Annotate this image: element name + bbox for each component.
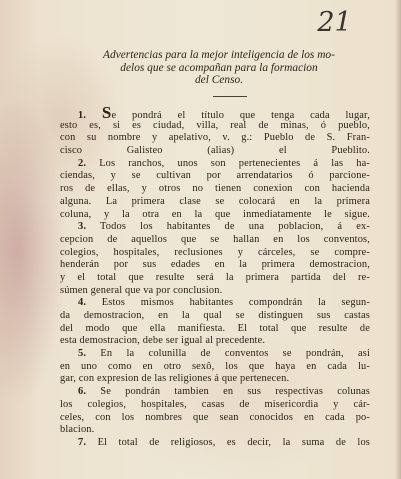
page-edge-shadow [395, 0, 401, 479]
paragraph [60, 437, 370, 450]
paragraph [60, 158, 370, 221]
paragraph-line: en uno como en otro sexô, los que haya en cada lu- [60, 360, 370, 372]
paragraph-line: con su nombre y apelativo, v. g.: Pueblo de S. Fran- [60, 132, 370, 144]
initial-capital: S [101, 103, 112, 122]
paragraph-line: esta demostracion, debe ser igual al precedente. [60, 335, 266, 347]
paragraph-text: Los ranchos, unos son pertenecientes á las ha- [99, 157, 370, 169]
title-line: Advertencias para la mejor inteligencia de los mo- [103, 49, 335, 61]
paragraph-text: En la colunilla de conventos se pondrán, asi [100, 348, 371, 360]
folio-number: 21 [317, 7, 352, 38]
paragraph [60, 297, 370, 348]
paragraph-line: gar, con expresion de las religiones á que pertenecen. [60, 373, 290, 385]
paragraph-line: ciendas, y se cultivan por arrendatarios ó parcione- [60, 170, 370, 182]
paragraph [60, 386, 370, 437]
paragraph [60, 348, 370, 386]
paragraph-line: esto es, si es ciudad, villa, real de minas, ó pueblo, [60, 119, 370, 131]
paragraph-line [60, 158, 370, 171]
paragraph-line [60, 103, 370, 122]
paragraph-text: Todos los habitantes de una poblacion, á ex- [100, 221, 371, 233]
paragraph-line: los colegios, hospitales, casas de misericordia y cár- [60, 398, 370, 410]
paragraph-line: cepcion de aquellos que se hallan en los conventos, [60, 233, 370, 245]
paragraph-line: y el total que resulte será la primera partida del re- [60, 271, 370, 283]
paragraph-line: blacion. [60, 424, 95, 436]
document-title [60, 48, 378, 86]
paragraph-number: 6. [78, 386, 87, 398]
paragraph-line: del modo que ella manifiesta. El total que resulte de [60, 322, 370, 334]
paragraph-line: coluna, y la otra en la que inmediatamente le sigue. [60, 208, 370, 220]
paragraph-text: El total de religiosos, es decir, la suma de los [97, 436, 371, 448]
paragraph-line: ros de ellas, y otros no tienen conexion con hacienda [60, 183, 370, 195]
document-body [60, 103, 371, 450]
title-line: delos que se acompañan para la formacion [120, 61, 318, 74]
paragraph-line: henderán por sus edades en la primera demostracion, [60, 259, 370, 271]
paragraph-text: Se pondrá el título que tenga cada lugar, [101, 103, 370, 122]
paragraph-line: alguna. La primera clase se colocará en la primera [60, 195, 370, 207]
paragraph-text: Estos mismos habitantes compondrán la segun- [101, 297, 371, 309]
paragraph-line [60, 386, 370, 399]
paragraph-line: súmen general que va por conclusion. [60, 284, 223, 296]
paragraph-line [60, 221, 370, 234]
paragraph-line [60, 437, 370, 450]
paragraph-text: Se pondrán tambien en sus respectivas colunas [100, 386, 371, 398]
title-rule [213, 96, 247, 97]
paragraph-number: 4. [78, 297, 87, 309]
paragraph-number: 5. [78, 348, 87, 360]
paragraph [60, 221, 370, 297]
paragraph-number: 2. [78, 157, 87, 169]
paragraph-line [60, 348, 370, 361]
paragraph-line: da demostracion, en la qual se distinguen sus castas [60, 310, 370, 321]
paragraph-number: 7. [78, 436, 87, 448]
title-line: del Censo. [194, 74, 244, 87]
paragraph-number: 3. [78, 221, 87, 233]
paragraph-line [60, 297, 370, 310]
paragraph-number: 1. [78, 110, 87, 121]
paragraph-line: celes, con los nombres que sean conocidos en cada po- [60, 411, 370, 423]
paragraph [60, 103, 370, 158]
paragraph-line: colegios, hospitales, reclusiones y cárceles, se compre- [60, 246, 370, 258]
paragraph-line: cisco Galisteo (alias) el Pueblito. [60, 145, 370, 157]
